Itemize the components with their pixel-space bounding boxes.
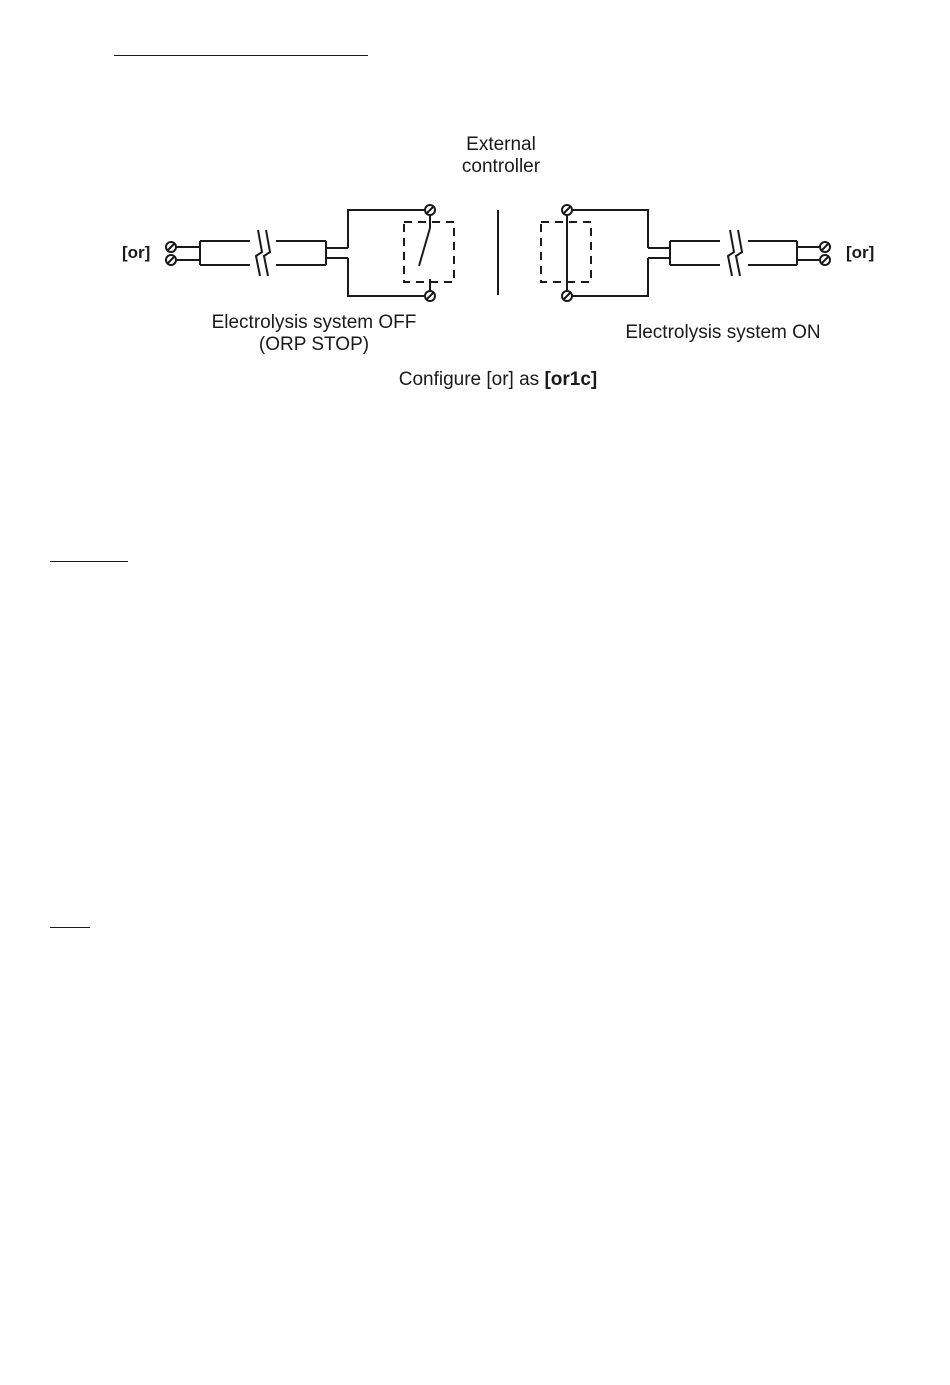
right-caption: Electrolysis system ON [625,322,821,343]
right-terminal-label: [or] [846,243,875,262]
section-rule-2 [50,927,90,928]
right-cable [670,230,820,276]
configure-caption [399,369,598,390]
left-terminal-screws [166,242,176,265]
configure-caption-prefix: Configure [or] as [398,369,545,390]
left-caption-line1: Electrolysis system OFF [211,312,417,333]
configure-caption-value: [or1c] [544,369,598,390]
external-controller-title-line2: controller [461,156,541,177]
left-open-switch [419,215,430,291]
section-rule-1 [50,561,128,562]
external-controller-title-line1: External [466,134,536,155]
left-caption-line2: (ORP STOP) [258,334,370,355]
left-cable [176,230,326,276]
left-terminal-label: [or] [122,243,151,262]
wiring-diagram [0,0,950,420]
right-terminal-screws [820,242,830,265]
